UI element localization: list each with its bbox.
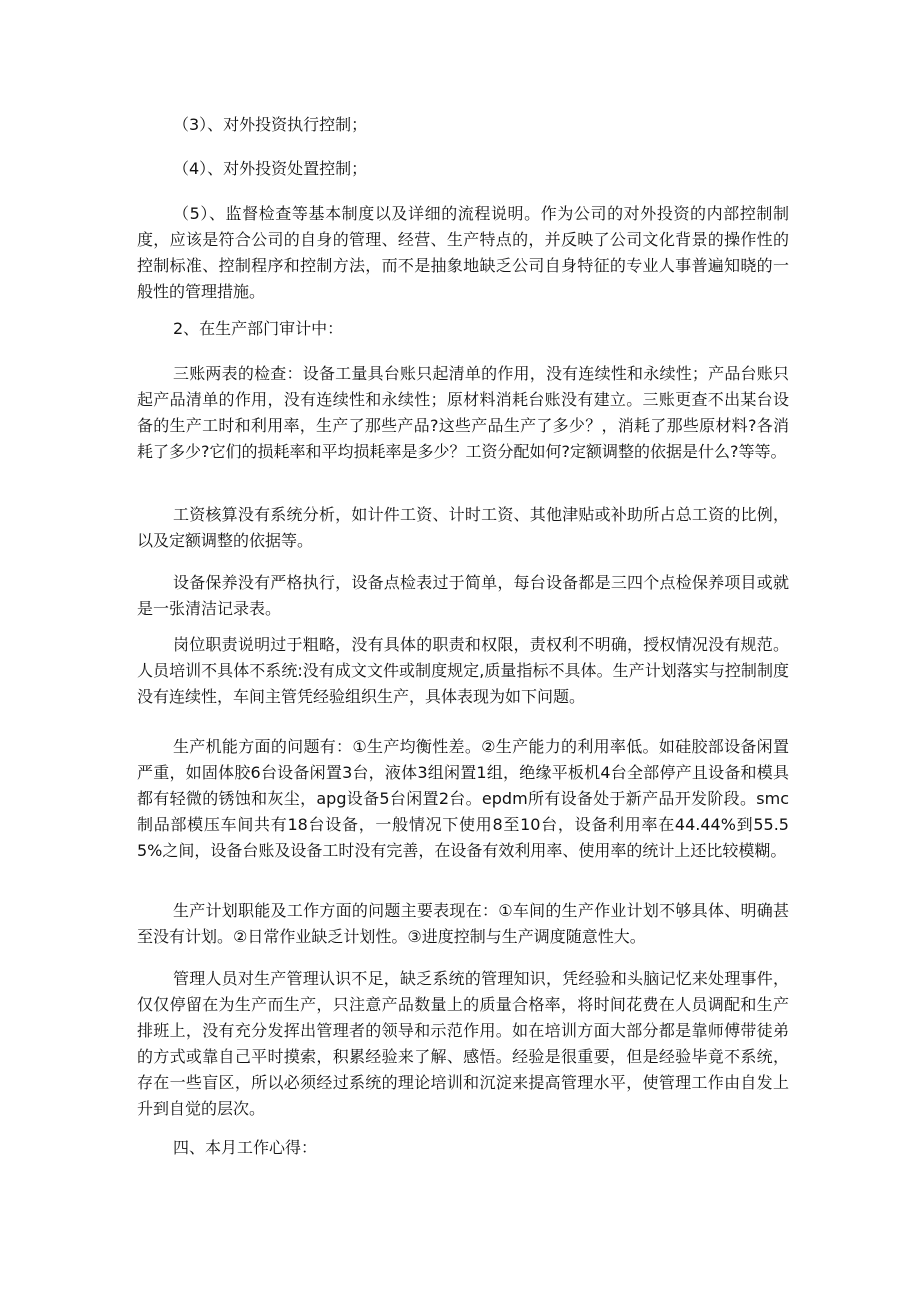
paragraph-job-responsibilities: 岗位职责说明过于粗略，没有具体的职责和权限，责权利不明确，授权情况没有规范。人员培训不具体不系统:没有成文文件或制度规定,质量指标不具体。生产计划落实与控制制度没有连续性，车间主管凭经验组织生产，具体表现为如下问题。 xyxy=(137,635,789,706)
paragraph-wage-accounting: 工资核算没有系统分析，如计件工资、计时工资、其他津贴或补助所占总工资的比例，以及定额调整的依据等。 xyxy=(137,505,789,550)
paragraph-three-accounts-two-tables: 三账两表的检查：设备工量具台账只起清单的作用，没有连续性和永续性；产品台账只起产品清单的作用，没有连续性和永续性；原材料消耗台账没有建立。三账更查不出某台设备的生产工时和利用率，生产了那些产品?这些产品生产了多少？，消耗了那些原材料?各消耗了多少?它们的损耗率和平均损耗率是多少？工资分配如何?定额调整的依据是什么?等等。 xyxy=(137,364,789,461)
paragraph-supervision-inspection: （5）、监督检查等基本制度以及详细的流程说明。作为公司的对外投资的内部控制制度，应该是符合公司的自身的管理、经营、生产特点的，并反映了公司文化背景的操作性的控制标准、控制程序和控制方法，而不是抽象地缺乏公司自身特征的专业人事普遍知晓的一般性的管理措施。 xyxy=(137,204,789,301)
paragraph-production-function-issues: 生产机能方面的问题有：①生产均衡性差。②生产能力的利用率低。如硅胶部设备闲置严重，如固体胶6台设备闲置3台，液体3组闲置1组，绝缘平板机4台全部停产且设备和模具都有轻微的锈蚀和灰尘，apg设备5台闲置2台。epdm所有设备处于新产品开发阶段。smc制品部模压车间共有18台设备，一般情况下使用8至10台，设备利用率在44.44%到55.55%之间，设备台账及设备工时没有完善，在设备有效利用率、使用率的统计上还比较模糊。 xyxy=(137,737,789,860)
section-heading-production-audit: 2、在生产部门审计中： xyxy=(173,319,344,338)
section-heading-monthly-reflection: 四、本月工作心得： xyxy=(173,1138,318,1157)
paragraph-management-awareness: 管理人员对生产管理认识不足，缺乏系统的管理知识，凭经验和头脑记忆来处理事件，仅仅停留在为生产而生产，只注意产品数量上的质量合格率，将时间花费在人员调配和生产排班上，没有充分发挥出管理者的领导和示范作用。如在培训方面大部分都是靠师傅带徒弟的方式或靠自己平时摸索，积累经验来了解、感悟。经验是很重要，但是经验毕竟不系统，存在一些盲区，所以必须经过系统的理论培训和沉淀来提高管理水平，使管理工作由自发上升到自觉的层次。 xyxy=(137,969,789,1118)
paragraph-equipment-maintenance: 设备保养没有严格执行，设备点检表过于简单，每台设备都是三四个点检保养项目或就是一张清洁记录表。 xyxy=(137,573,789,618)
paragraph-production-planning-issues: 生产计划职能及工作方面的问题主要表现在：①车间的生产作业计划不够具体、明确甚至没有计划。②日常作业缺乏计划性。③进度控制与生产调度随意性大。 xyxy=(137,901,789,946)
paragraph-investment-disposal-control: （4）、对外投资处置控制； xyxy=(173,159,368,178)
paragraph-investment-execution-control: （3）、对外投资执行控制； xyxy=(173,115,368,134)
